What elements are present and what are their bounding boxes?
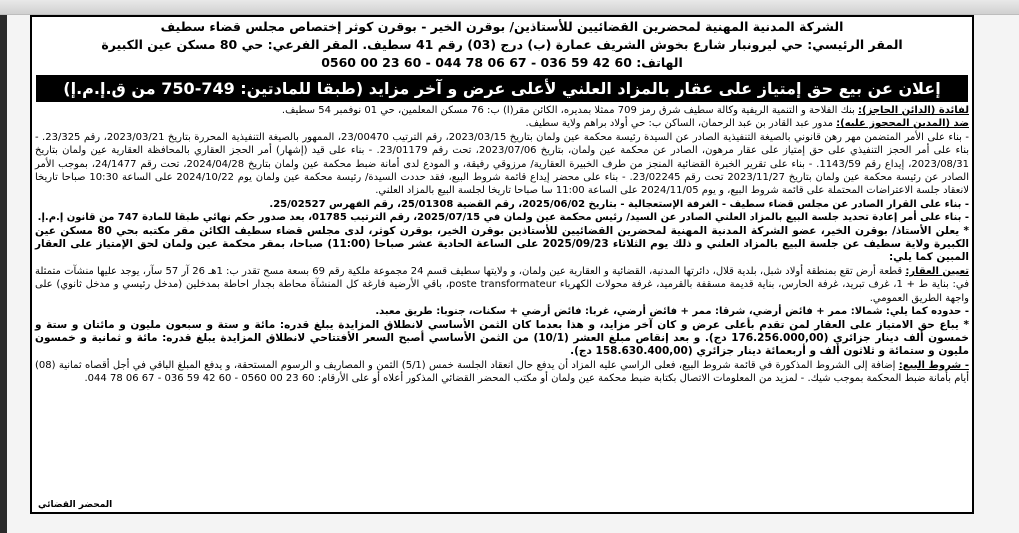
debtor-line xyxy=(35,117,969,130)
property-description xyxy=(35,265,969,305)
price-paragraph: * يباع حق الامتياز على العقار لمن تقدم بأعلى عرض و كان آخر مزايد، و هذا بعدما كان الثمن الأساسي لانطلاق المزايدة يبلغ قدره: مائة و ستة و سبعون مليون و مائتان و ستة و خمسون ألف دينار جزائري (176.256.000,00 دج). و بعد إنقاص مبلغ العشر (10/1) من الثمن الأساسي أصبح السعر الأفتتاحي لانطلاق المزايدة يبلغ قدره: مائة و ثمانية و خمسون مليون و ستمائة و ثلاثون ألف و أربعمائة دينار جزائري (158.630.400,00 دج). xyxy=(35,318,969,358)
company-phones: الهاتف: 60 42 59 036 - 67 06 78 044 - 60 23 00 0560 xyxy=(321,55,683,70)
browser-toolbar xyxy=(0,0,1019,15)
scrollbar-strip[interactable] xyxy=(0,15,7,533)
creditor-text: بنك الفلاحة و التنمية الريفية وكالة سطيف شرق رمز 709 ممثلا بمديره، الكائن مقر(ا) ب: 76 مسكن المعلمين، حي 01 نوفمبر 54 سطيف. xyxy=(281,105,859,116)
bailiff-signature: المحضر القضائي xyxy=(38,500,113,510)
boundaries-line: - حدوده كما يلي: شمالا: ممر + فائض أرضي، شرقا: ممر + فائض أرضي، غربا: فائض أرضي + سكنات، جنوبا: طريق معبد. xyxy=(375,306,969,318)
company-address: المقر الرئيسي: حي ليرونبار شارع بخوش الشريف عمارة (ب) درج (03) رقم 41 سطيف. المقر الفرعي: حي 80 مسكن عين الكبيرة xyxy=(101,37,903,52)
creditor-label: لفائدة (الدائن الحاجز): xyxy=(858,105,969,116)
debtor-label: ضد (المدين المحجوز عليه): xyxy=(836,118,969,130)
auction-announcement: * يعلن الأستاذ/ بوقرن الخير، عضو الشركة المدنية المهنية لمحضرين القضائيين للأستاذين بوقرن الخير، بوقرن كوثر، لدى مجلس قضاء سطيف الكائن مقر مكتبه بحي 80 مسكن عين الكبيرة ولاية سطيف عن جلسة البيع بالمزاد العلني و ذلك يوم الثلاثاء 2025/09/23 على الساعة الحادية عشر صباحا (11:00) صباحا، بمقر محكمة عين ولمان لحق الإمتياز على العقار المبين كما يلي: xyxy=(35,224,969,264)
court-decision-paragraph: - بناء على القرار الصادر عن مجلس قضاء سطيف - الغرفة الإستعجالية - بتاريخ 2025/06/02، رقم القضية 25/01308، رقم الفهرس 25/02527. xyxy=(269,198,969,210)
notice-header xyxy=(32,17,972,72)
procedure-paragraph: - بناء على الأمر المتضمن مهر رهن قانوني بالصيغة التنفيذية الصادر عن السيدة رئيسة محكمة عين ولمان بتاريخ 2023/03/15، رقم الترتيب 23/00470، الممهور بالصيغة التنفيذية المحررة بتاريخ 2023/03/21، رقم 23/325. - بناء على أمر الحجز التنفيذي على حق إمتياز على عقار مرهون، الصادر عن محكمة عين ولمان، بتاريخ 2023/07/06، تحت رقم 23/01179. - بناء على قيد (إشهار) أمر الحجز العقاري بالمحافظة العقارية عين ولمان بتاريخ 2023/08/31، إيداع رقم 1143/59. - بناء على تقرير الخبرة القضائية المنجز من طرف الخبيرة العقارية/ مرزوقي رفيقة، و المودع لدى أمانة ضبط محكمة عين ولمان بتاريخ 2024/04/28، تحت رقم 24/1477، بموجب الأمر الصادر عن رئيسة محكمة عين ولمان بتاريخ 2023/11/27 تحت رقم 23/02245. - بناء على محضر إيداع قائمة شروط البيع، فقد حددت السيدة/ رئيسة محكمة عين ولمان يوم 2024/10/22 على الساعة 10:30 صباحا تاريخا لانعقاد جلسة الاعتراضات المحتملة على قائمة شروط البيع، و يوم 2024/11/05 على الساعة 11:00 سا صباحا تاريخا لجلسة البيع بالمزاد العلني. xyxy=(35,131,970,197)
property-text: قطعة أرض تقع بمنطقة أولاد شبل، بلدية قلال، دائرتها المدنية، القضائية و العقارية عين ولمان، و ولايتها سطيف قسم 24 مجموعة ملكية رقم 69 بسعة مسح تقدر ب: 1هـ 26 آر 57 سآر، يوجد عليها منشآت متمثلة في: بناية ط + 1، غرف تبريد، غرفة الحارس، بناية قديمة مسقفة بالقرميد، غرفة محولات الكهرباء poste transformateur، باقي الأرضية فارغة كل المنشآة محاطة بجدار احاطة بمدخلين (مدخل رئيسي و مدخل ثانوي) على واجهة الطريق العمومي. xyxy=(35,265,969,304)
terms-label: - شروط البيع: xyxy=(898,359,969,371)
auction-notice xyxy=(30,15,974,514)
property-label: تعيين العقار: xyxy=(905,265,969,277)
creditor-line xyxy=(35,104,969,117)
notice-title-banner: إعلان عن بيع حق إمتياز على عقار بالمزاد العلني لأعلى عرض و آخر مزايد (طبقا للمادتين: 749-750 من ق.إ.م.إ) xyxy=(36,75,968,102)
terms-text: إضافة إلى الشروط المذكورة في قائمة شروط البيع، فعلى الراسي عليه المزاد أن يدفع حال انعقاد الجلسة خمس (5/1) الثمن و المصاريف و الرسوم المستحقة، و يدفع المبلغ الباقي في أجل أقصاه ثمانية (08) أيام بأمانة ضبط المحكمة بموجب شيك. - لمزيد من المعلومات الاتصال بكتابة ضبط محكمة عين ولمان أو مكتب المحضر القضائي المذكور أعلاه أو على الأرقام: 60 23 00 0560 - 60 42 59 036 - 67 06 78 044. xyxy=(35,359,969,385)
terms-paragraph xyxy=(35,359,969,386)
reschedule-paragraph: - بناء على أمر إعادة تحديد جلسة البيع بالمزاد العلني الصادر عن السيد/ رئيس محكمة عين ولمان في 2025/07/15، رقم الترتيب 01785، بعد صدور حكم نهائي طبقا للمادة 747 من قانون إ.م.إ. xyxy=(37,212,969,224)
notice-body xyxy=(32,104,972,386)
company-name: الشركة المدنية المهنية لمحضرين القضائيين للأستاذين/ بوقرن الخير - بوقرن كوثر إختصاص مجلس قضاء سطيف xyxy=(160,19,844,34)
debtor-text: مدور عبد القادر بن عبد الرحمان، الساكن ب: حي أولاد براهم ولاية سطيف. xyxy=(525,118,837,130)
